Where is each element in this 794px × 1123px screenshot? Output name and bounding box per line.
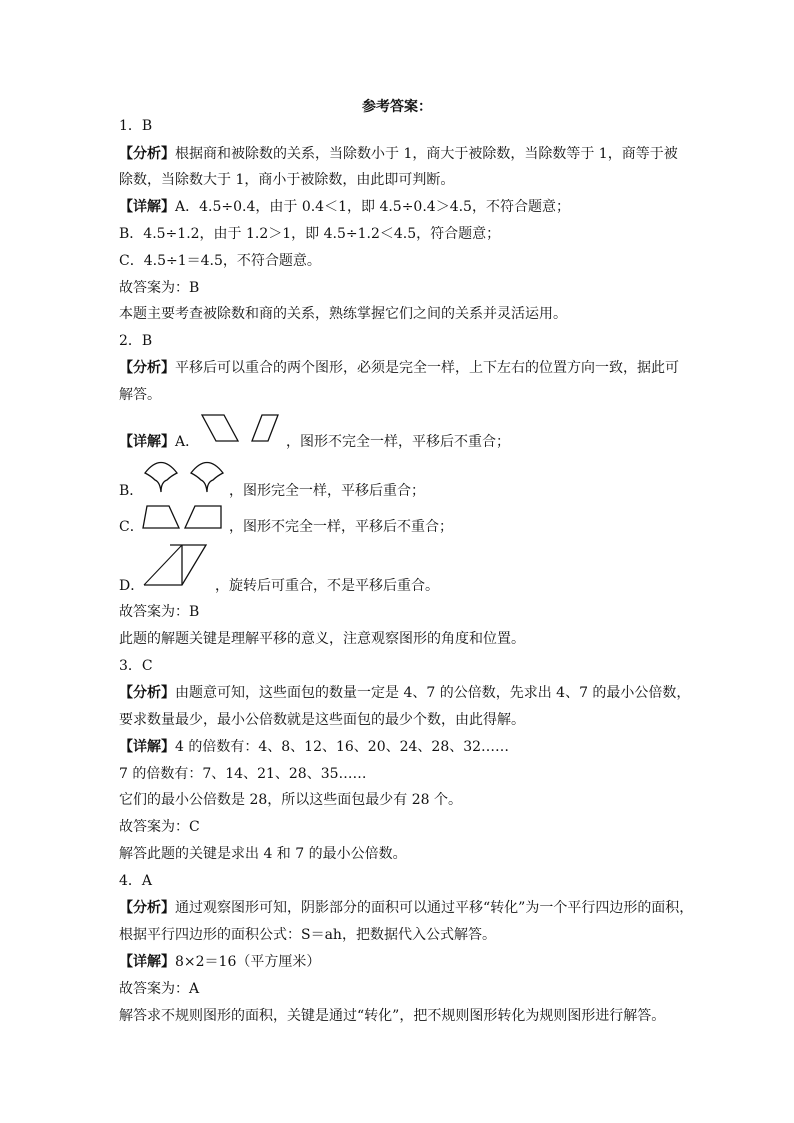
- q1-answer: 故答案为：B: [119, 280, 200, 296]
- q3-summary: 解答此题的关键是求出 4 和 7 的最小公倍数。: [119, 846, 407, 862]
- q2-c-label: C．: [119, 519, 144, 535]
- q4-answer: 故答案为：A: [119, 981, 200, 997]
- q2-a-label: A．: [175, 434, 200, 450]
- q4-number: 4．A: [119, 873, 153, 889]
- q2-number: 2．B: [119, 333, 153, 349]
- detail-tag: 【详解】: [119, 739, 175, 755]
- q4-analysis-line-1: [119, 899, 693, 917]
- q2-analysis-line-1: [119, 359, 679, 377]
- q2-c-text: ，图形不完全一样，平移后不重合；: [229, 519, 453, 535]
- analysis-tag: 【分析】: [119, 900, 175, 916]
- q3-analysis-text: 由题意可知，这些面包的数量一定是 4、7 的公倍数，先求出 4、7 的最小公倍数，: [175, 685, 691, 701]
- q1-number: 1．B: [119, 118, 153, 134]
- q3-detail-2: 7 的倍数有：7、14、21、28、35……: [119, 766, 367, 782]
- q2-analysis-line-2: 解答。: [119, 387, 161, 403]
- q1-detail-c: C．4.5÷1＝4.5，不符合题意。: [119, 253, 321, 269]
- q3-detail-3: 它们的最小公倍数是 28，所以这些面包最少有 28 个。: [119, 792, 462, 808]
- q4-analysis-line-2: 根据平行四边形的面积公式：S＝ah，把数据代入公式解答。: [119, 927, 496, 943]
- q1-detail-a-text: A．4.5÷0.4，由于 0.4＜1，即 4.5÷0.4＞4.5，不符合题意；: [175, 199, 570, 215]
- q4-detail-1: [119, 953, 320, 971]
- detail-tag: 【详解】: [119, 434, 175, 450]
- q4-summary: 解答求不规则图形的面积，关键是通过“转化”，把不规则图形转化为规则图形进行解答。: [119, 1008, 666, 1024]
- q2-summary: 此题的解题关键是理解平移的意义，注意观察图形的角度和位置。: [119, 631, 525, 647]
- q3-analysis-line-2: 要求数量最少，最小公倍数就是这些面包的最少个数，由此得解。: [119, 712, 525, 728]
- q2-option-a: [119, 433, 199, 451]
- detail-tag: 【详解】: [119, 954, 175, 970]
- q1-analysis-line-1: [119, 145, 678, 163]
- q1-analysis-line-2: 除数，当除数大于 1，商小于被除数，由此即可判断。: [119, 172, 455, 188]
- q2-d-text: ，旋转后可重合，不是平移后重合。: [215, 578, 439, 594]
- q2-c-trapezoids-figure: [141, 504, 225, 530]
- page-title: 参考答案：: [362, 99, 432, 115]
- q1-analysis-text: 根据商和被除数的关系，当除数小于 1，商大于被除数，当除数等于 1，商等于被: [175, 146, 678, 162]
- q2-d-label: D．: [119, 578, 145, 594]
- q3-analysis-line-1: [119, 684, 690, 702]
- q2-answer: 故答案为：B: [119, 604, 200, 620]
- q4-analysis-text: 通过观察图形可知，阴影部分的面积可以通过平移“转化”为一个平行四边形的面积，: [175, 900, 694, 916]
- q2-a-text: ，图形不完全一样，平移后不重合；: [286, 434, 510, 450]
- detail-tag: 【详解】: [119, 199, 175, 215]
- q2-b-fan-shapes-figure: [141, 458, 229, 494]
- q3-detail-1: [119, 738, 509, 756]
- q2-d-triangles-figure: [142, 543, 208, 587]
- q1-summary: 本题主要考查被除数和商的关系，熟练掌握它们之间的关系并灵活运用。: [119, 306, 567, 322]
- analysis-tag: 【分析】: [119, 685, 175, 701]
- q3-answer: 故答案为：C: [119, 819, 200, 835]
- q4-detail-1-text: 8×2＝16（平方厘米）: [175, 954, 321, 970]
- q2-analysis-text: 平移后可以重合的两个图形，必须是完全一样，上下左右的位置方向一致，据此可: [175, 360, 679, 376]
- q2-b-label: B．: [119, 483, 144, 499]
- analysis-tag: 【分析】: [119, 360, 175, 376]
- q3-number: 3．C: [119, 658, 153, 674]
- q1-detail-b: B．4.5÷1.2，由于 1.2＞1，即 4.5÷1.2＜4.5，符合题意；: [119, 226, 501, 242]
- analysis-tag: 【分析】: [119, 146, 175, 162]
- q1-detail-a: [119, 198, 570, 216]
- q2-a-parallelograms-figure: [200, 412, 280, 444]
- q2-b-text: ，图形完全一样，平移后重合；: [229, 483, 425, 499]
- q3-detail-1-text: 4 的倍数有：4、8、12、16、20、24、28、32……: [175, 739, 510, 755]
